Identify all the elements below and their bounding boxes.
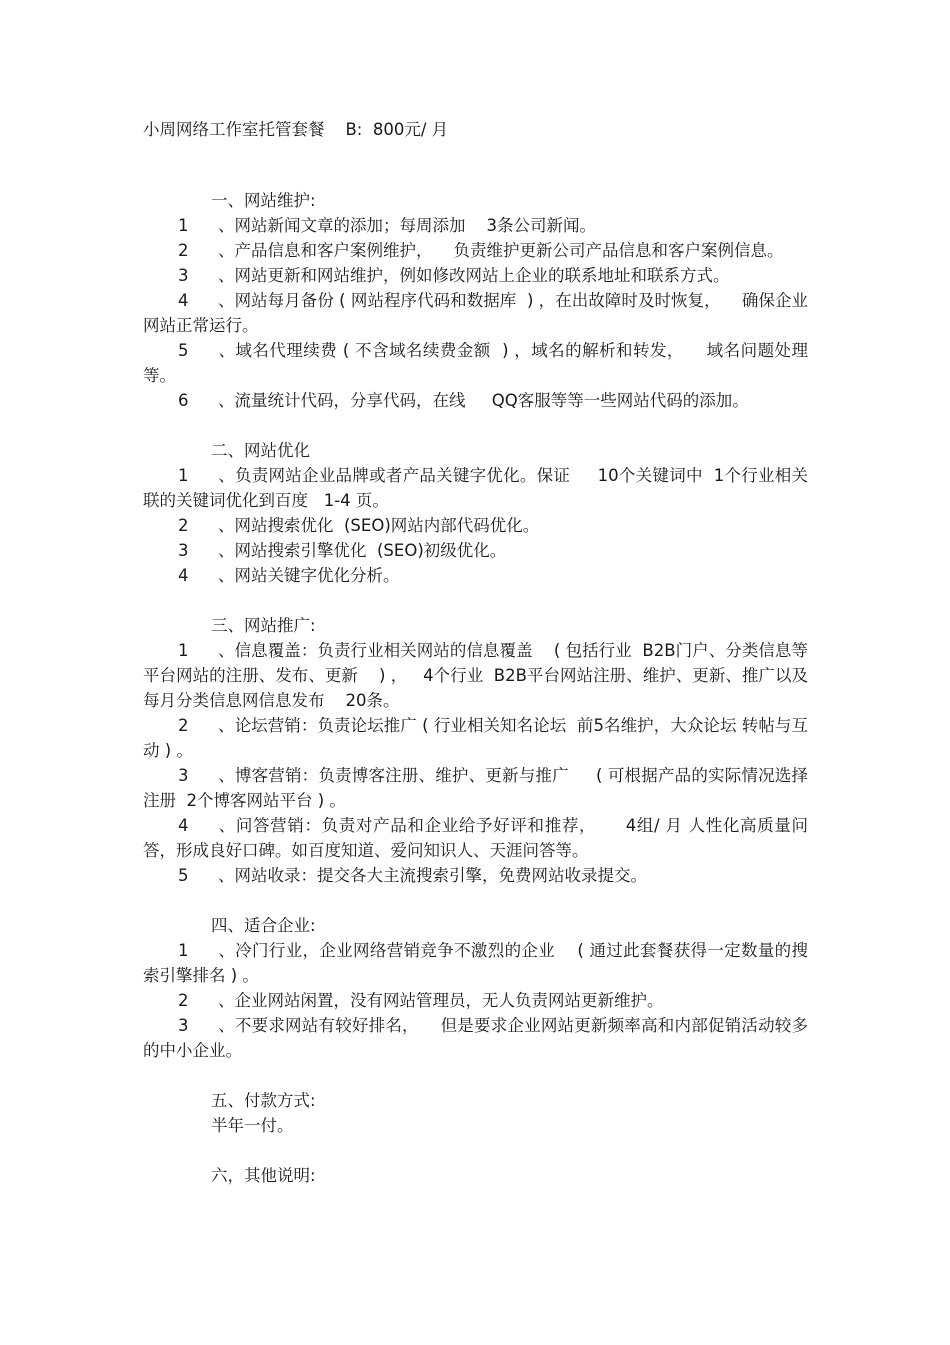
list-item: 4 、网站每月备份 ( 网站程序代码和数据库 ) ，在出故障时及时恢复， 确保企业网站正常运行。: [143, 291, 808, 335]
item-text: 、流量统计代码，分享代码，在线 QQ客服等等一些网站代码的添加。: [218, 391, 749, 410]
item-text: 、网站搜索引擎优化 (SEO)初级优化。: [218, 541, 507, 560]
item-text: 、网站搜索优化 (SEO)网站内部代码优化。: [218, 516, 540, 535]
page-title: 小周网络工作室托管套餐 B: 800元/ 月: [143, 120, 449, 139]
item-text: 、不要求网站有较好排名， 但是要求企业网站更新频率高和内部促销活动较多的中小企业。: [143, 1016, 808, 1060]
list-item: 1 、负责网站企业品牌或者产品关键字优化。保证 10个关键词中 1个行业相关联的关键词优化到百度 1-4 页。: [143, 466, 808, 510]
section-other-notes: [143, 1163, 808, 1188]
section-heading: 三、网站推广:: [211, 616, 316, 635]
item-text: 、信息覆盖：负责行业相关网站的信息覆盖 ( 包括行业 B2B门户、分类信息等平台网站的注册、发布、更新 ) ， 4个行业 B2B平台网站注册、维护、更新、推广以及每月分类信息网信息发布 20条。: [143, 641, 808, 710]
list-item: 2 、企业网站闲置，没有网站管理员，无人负责网站更新维护。: [178, 991, 664, 1010]
document-body: [143, 188, 808, 1213]
section-heading: 二、网站优化: [211, 441, 310, 460]
list-item: 1 、网站新闻文章的添加；每周添加 3条公司新闻。: [178, 216, 596, 235]
list-item: 6 、流量统计代码，分享代码，在线 QQ客服等等一些网站代码的添加。: [178, 391, 749, 410]
item-text: 、问答营销：负责对产品和企业给予好评和推荐， 4组/ 月 人性化高质量问答，形成良好口碑。如百度知道、爱问知识人、天涯问答等。: [143, 816, 808, 860]
section-heading: 五、付款方式:: [211, 1091, 316, 1110]
section-website-maintenance: [143, 188, 808, 413]
list-item: 1 、冷门行业，企业网络营销竞争不激烈的企业 ( 通过此套餐获得一定数量的搜索引擎排名 ) 。: [143, 941, 808, 985]
section-payment: [143, 1088, 808, 1138]
item-text: 、论坛营销：负责论坛推广 ( 行业相关知名论坛 前5名维护，大众论坛 转帖与互动 ) 。: [143, 716, 808, 760]
section-heading: 四、适合企业:: [211, 916, 316, 935]
section-heading: 六，其他说明:: [211, 1166, 316, 1185]
list-item: 2 、产品信息和客户案例维护， 负责维护更新公司产品信息和客户案例信息。: [178, 241, 784, 260]
item-text: 、产品信息和客户案例维护， 负责维护更新公司产品信息和客户案例信息。: [218, 241, 784, 260]
list-item: 1 、信息覆盖：负责行业相关网站的信息覆盖 ( 包括行业 B2B门户、分类信息等平台网站的注册、发布、更新 ) ， 4个行业 B2B平台网站注册、维护、更新、推广以及每月分类信息网信息发布 20条。: [143, 641, 808, 710]
section-suitable-companies: [143, 913, 808, 1063]
list-item: 4 、网站关键字优化分析。: [178, 566, 400, 585]
item-text: 、网站新闻文章的添加；每周添加 3条公司新闻。: [218, 216, 596, 235]
list-item: 5 、域名代理续费 ( 不含域名续费金额 ) ，域名的解析和转发， 域名问题处理等。: [143, 341, 808, 385]
list-item: 2 、论坛营销：负责论坛推广 ( 行业相关知名论坛 前5名维护，大众论坛 转帖与互动 ) 。: [143, 716, 808, 760]
list-item: 3 、博客营销：负责博客注册、维护、更新与推广 ( 可根据产品的实际情况选择注册 2个博客网站平台 ) 。: [143, 766, 808, 810]
item-text: 、冷门行业，企业网络营销竞争不激烈的企业 ( 通过此套餐获得一定数量的搜索引擎排名 ) 。: [143, 941, 808, 985]
list-item: 3 、网站搜索引擎优化 (SEO)初级优化。: [178, 541, 507, 560]
list-item: 3 、不要求网站有较好排名， 但是要求企业网站更新频率高和内部促销活动较多的中小企业。: [143, 1016, 808, 1060]
section-website-optimization: [143, 438, 808, 588]
item-text: 、负责网站企业品牌或者产品关键字优化。保证 10个关键词中 1个行业相关联的关键词优化到百度 1-4 页。: [143, 466, 808, 510]
list-item: 4 、问答营销：负责对产品和企业给予好评和推荐， 4组/ 月 人性化高质量问答，形成良好口碑。如百度知道、爱问知识人、天涯问答等。: [143, 816, 808, 860]
item-text: 、企业网站闲置，没有网站管理员，无人负责网站更新维护。: [218, 991, 664, 1010]
item-text: 、网站每月备份 ( 网站程序代码和数据库 ) ，在出故障时及时恢复， 确保企业网站正常运行。: [143, 291, 808, 335]
item-text: 、博客营销：负责博客注册、维护、更新与推广 ( 可根据产品的实际情况选择注册 2个博客网站平台 ) 。: [143, 766, 808, 810]
section-website-promotion: [143, 613, 808, 888]
item-text: 、网站收录：提交各大主流搜索引擎，免费网站收录提交。: [218, 866, 647, 885]
item-text: 、网站关键字优化分析。: [218, 566, 400, 585]
list-item: 5 、网站收录：提交各大主流搜索引擎，免费网站收录提交。: [178, 866, 647, 885]
item-text: 、域名代理续费 ( 不含域名续费金额 ) ，域名的解析和转发， 域名问题处理等。: [143, 341, 808, 385]
list-item: 3 、网站更新和网站维护，例如修改网站上企业的联系地址和联系方式。: [178, 266, 730, 285]
item-text: 、网站更新和网站维护，例如修改网站上企业的联系地址和联系方式。: [218, 266, 730, 285]
section-heading: 一、网站维护:: [211, 191, 316, 210]
payment-text: 半年一付。: [211, 1116, 294, 1135]
list-item: 2 、网站搜索优化 (SEO)网站内部代码优化。: [178, 516, 540, 535]
